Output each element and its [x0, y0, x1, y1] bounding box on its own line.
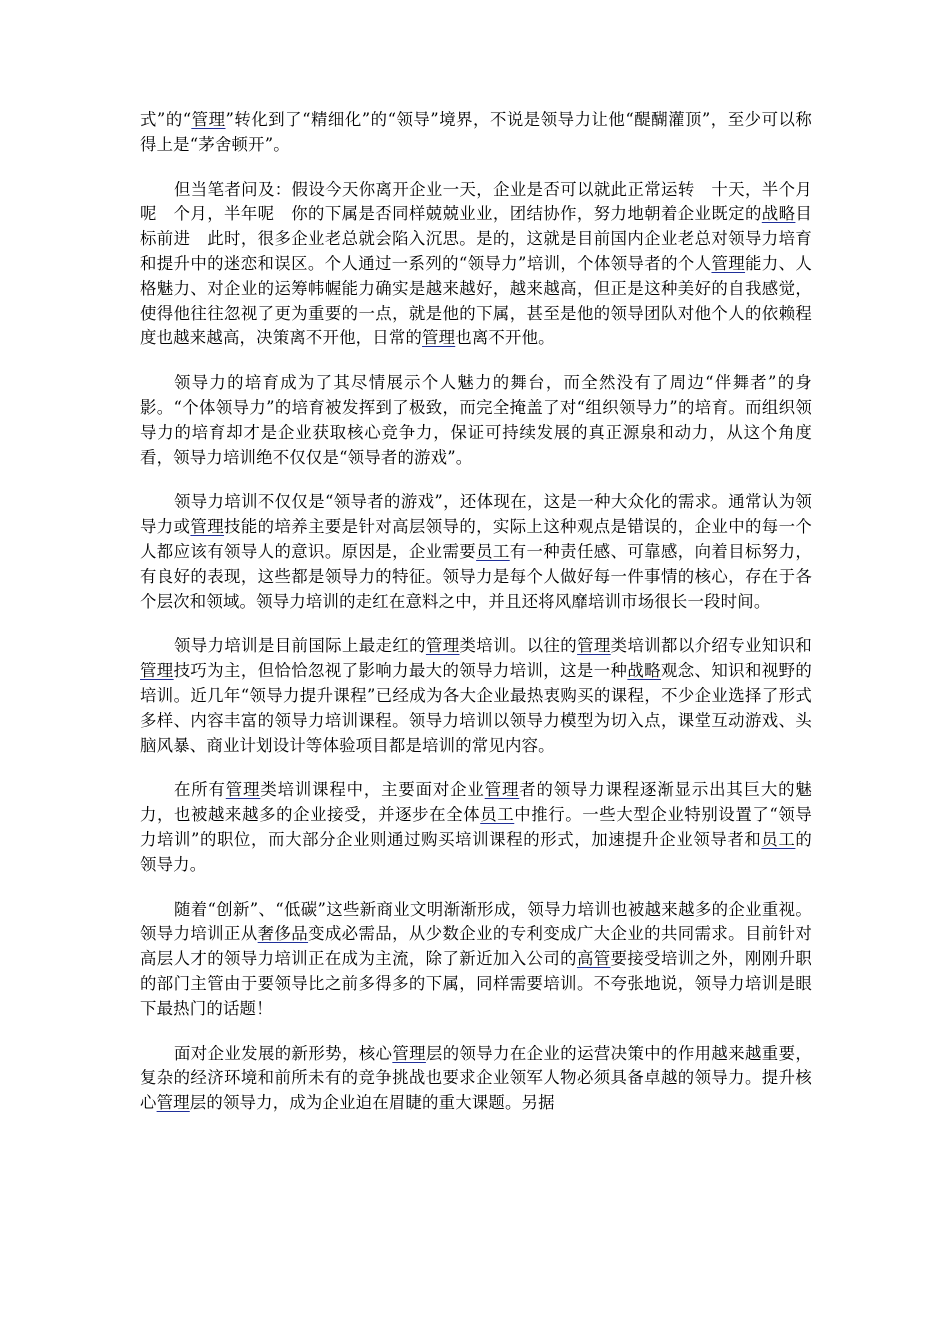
hyperlink[interactable]: 奢侈品: [257, 924, 309, 944]
hyperlink[interactable]: 管理: [425, 636, 460, 656]
hyperlink[interactable]: 员工: [480, 805, 515, 825]
hyperlink[interactable]: 管理: [711, 253, 746, 273]
paragraph: [140, 490, 812, 614]
hyperlink[interactable]: 管理: [225, 780, 261, 800]
text-run: 目标前进 此时，很多企业老总就会陷入沉思。是的，这就是目前国内企业老总对领导力培育和提升中的迷恋和误区。个人通过一系列的“领导力”培训，个体领导者的个人: [140, 204, 813, 273]
text-run: 也离不开他。: [455, 328, 555, 348]
text-run: 面对企业发展的新形势，核心: [174, 1043, 393, 1063]
document-body: [140, 108, 812, 1136]
text-run: 领导力培训不仅仅是“领导者的游戏”，还体现在，这是一种大众化的需求。通常认为领导力或: [140, 492, 812, 537]
text-run: 式”的“: [140, 110, 192, 129]
paragraph: [140, 898, 812, 1022]
text-run: 中推行。一些大型企业特别设置了“领导力培训”的职位，而大部分企业则通过购买培训课程的形式，加速提升企业领导者和: [140, 805, 813, 849]
text-run: 层的领导力在企业的运营决策中的作用越来越重要，复杂的经济环境和前所未有的竞争挑战也要求企业领军人物必须具备卓越的领导力。提升核心: [140, 1043, 812, 1113]
text-run: 类培训课程中，主要面对企业: [260, 780, 485, 800]
text-run: 随着“创新”、“低碳”这些新商业文明渐渐形成，领导力培训也被越来越多的企业重视。领导力培训正从: [140, 899, 812, 944]
hyperlink[interactable]: 管理: [190, 517, 225, 537]
text-run: 观念、知识和视野的培训。近几年“领导力提升课程”已经成为各大企业最热衷购买的课程，不少企业选择了形式多样、内容丰富的领导力培训课程。领导力培训以领导力模型为切入点，课堂互动游戏、头脑风暴、商业计划设计等体验项目都是培训的常见内容。: [140, 661, 812, 755]
text-run: 技巧为主，但恰恰忽视了影响力最大的领导力培训，这是一种: [173, 661, 628, 681]
paragraph: [140, 108, 812, 158]
text-run: 要接受培训之外，刚刚升职的部门主管由于要领导比之前多得多的下属，同样需要培训。不夸张地说，领导力培训是眼下最热门的话题！: [140, 949, 813, 1018]
paragraph: [140, 1042, 812, 1116]
hyperlink[interactable]: 管理: [156, 1093, 190, 1113]
text-run: 变成必需品，从少数企业的专利变成广大企业的共同需求。目前针对高层人才的领导力培训正在成为主流，除了新近加入公司的: [140, 924, 812, 969]
hyperlink[interactable]: 员工: [761, 829, 796, 849]
hyperlink[interactable]: 管理: [484, 780, 520, 800]
paragraph: [140, 178, 812, 352]
text-run: 有一种责任感、可靠感，向着目标努力，有良好的表现，这些都是领导力的特征。领导力是每个人做好每一件事情的核心，存在于各个层次和领域。领导力培训的走红在意料之中，并且还将风靡培训市场很长一段时间。: [140, 541, 813, 611]
hyperlink[interactable]: 管理: [577, 636, 611, 656]
hyperlink[interactable]: 管理: [422, 328, 456, 348]
text-run: 在所有: [174, 780, 226, 800]
paragraph: [140, 778, 812, 877]
text-run: 类培训。以往的: [459, 636, 578, 656]
text-run: 领导力的培育成为了其尽情展示个人魅力的舞台，而全然没有了周边“伴舞者”的身影。“个体领导力”的培育被发挥到了极致，而完全掩盖了对“组织领导力”的培育。而组织领导力的培育却才是企业获取核心竞争力，保证可持续发展的真正源泉和动力，从这个角度看，领导力培训绝不仅仅是“领导者的游戏”。: [140, 373, 812, 467]
text-run: 层的领导力，成为企业迫在眉睫的重大课题。另据: [189, 1093, 555, 1113]
text-run: 领导力培训是目前国际上最走红的: [174, 636, 426, 656]
text-run: 能力、人格魅力、对企业的运筹帏幄能力确实是越来越好，越来越高，但正是这种美好的自我感觉，使得他往往忽视了更为重要的一点，就是他的下属，甚至是他的领导团队对他个人的依赖程度也越来越高，决策离不开他，日常的: [140, 253, 812, 348]
paragraph: [140, 371, 812, 470]
text-run: 类培训都以介绍专业知识和: [610, 636, 812, 656]
hyperlink[interactable]: 管理: [392, 1043, 426, 1063]
text-run: ”转化到了“精细化”的“领导”境界，不说是领导力让他“醍醐灌顶”，至少可以称得上是“茅舍顿开”。: [140, 110, 812, 154]
hyperlink[interactable]: 管理: [140, 661, 174, 681]
text-run: 技能的培养主要是针对高层领导的，实际上这种观点是错误的，企业中的每一个人都应该有领导人的意识。原因是，企业需要: [140, 517, 813, 561]
paragraph: [140, 634, 812, 758]
text-run: 者的领导力课程逐渐显示出其巨大的魅力，也被越来越多的企业接受，并逐步在全体: [140, 780, 812, 825]
hyperlink[interactable]: 战略: [761, 204, 796, 224]
hyperlink[interactable]: 高管: [576, 949, 611, 969]
hyperlink[interactable]: 管理: [191, 110, 226, 129]
text-run: 的领导力。: [140, 829, 812, 874]
hyperlink[interactable]: 战略: [627, 661, 661, 681]
hyperlink[interactable]: 员工: [476, 541, 510, 561]
text-run: 但当笔者问及：假设今天你离开企业一天，企业是否可以就此正常运转 十天，半个月呢 个月，半年呢 你的下属是否同样兢兢业业，团结协作，努力地朝着企业既定的: [140, 179, 812, 224]
